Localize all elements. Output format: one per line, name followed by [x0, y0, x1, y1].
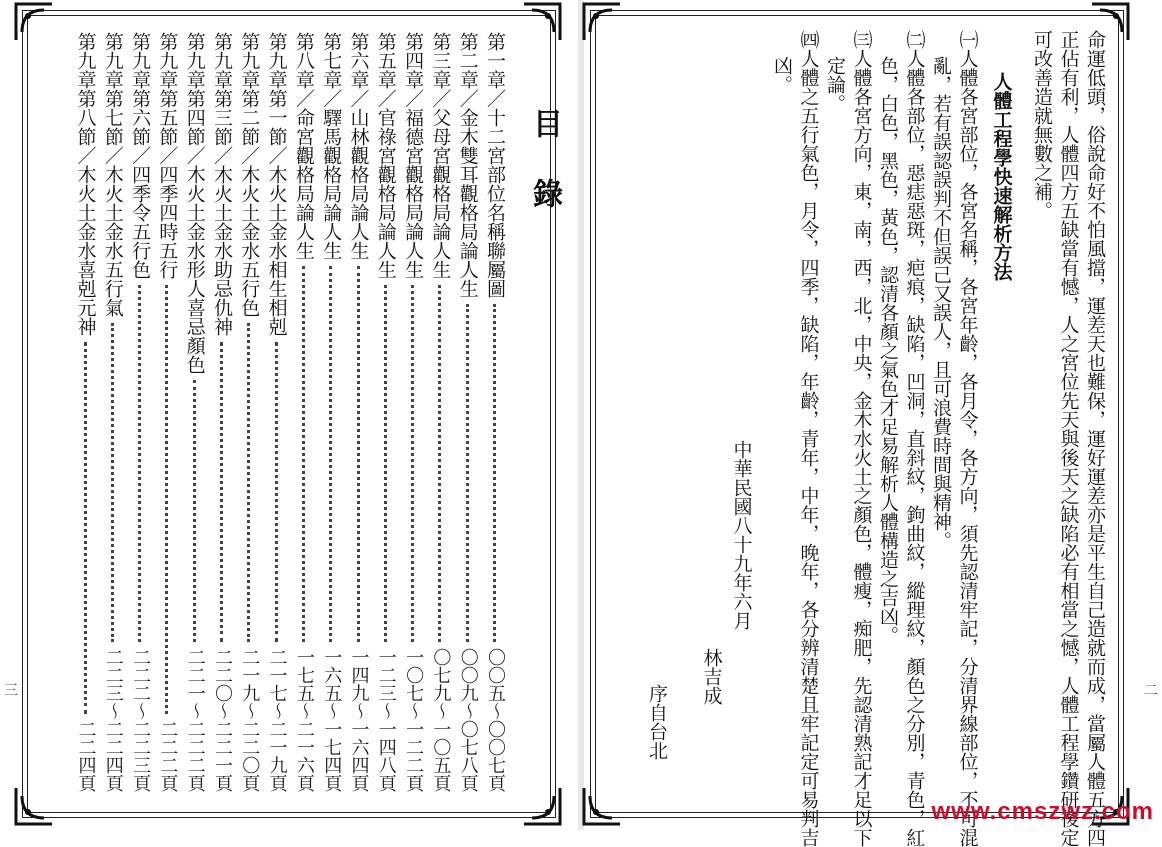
toc-entry-title: 第九章第三節／木火土金水助忌仇神: [211, 32, 233, 336]
toc-entry-title: 第九章第五節／四季四時五行: [156, 32, 179, 279]
toc-entry: [373, 32, 399, 792]
toc-leader-dots: [275, 342, 281, 642]
toc-leader-dots: [220, 342, 226, 642]
preface-column: 命運低頭，俗說命好不怕風擋，運差天也難保，運好運差亦是平生自己造就而成，當屬人體五方四: [1084, 30, 1106, 847]
toc-entry-pages: 二二四頁: [75, 720, 97, 792]
toc-entry-pages: 〇七九～一〇五頁: [430, 648, 452, 792]
site-watermark: www.cmszwz.com: [931, 798, 1154, 825]
toc-leader-dots: [466, 304, 472, 642]
toc-entry-title: 第九章第一節／木火土金水相生相剋: [265, 32, 288, 336]
toc-entry: [100, 32, 126, 792]
toc-entry: [264, 32, 290, 792]
toc-entry-title: 第九章第八節／木火土金水喜剋元神: [74, 32, 97, 336]
toc-leader-dots: [384, 285, 390, 642]
preface-column: 可改善造就無數之補。: [1031, 30, 1053, 220]
toc-entry: [482, 32, 508, 792]
toc-entry-pages: 二二二頁: [157, 720, 179, 792]
corner-ornament-icon: [522, 786, 562, 826]
toc-entry-title: 第九章第四節／木火土金水形人喜忌顏色: [183, 32, 206, 374]
toc-entry-pages: 一二三～一四八頁: [375, 648, 397, 792]
toc-entry: [427, 32, 453, 792]
toc-leader-dots: [165, 285, 171, 714]
toc-entry: [127, 32, 153, 792]
corner-ornament-icon: [582, 786, 622, 826]
corner-ornament-icon: [582, 2, 622, 42]
toc-leader-dots: [357, 266, 363, 642]
preface-author: 林吉成: [700, 648, 723, 705]
preface-place: 序自台北: [646, 684, 668, 760]
toc-entry-title: 第二章／金木雙耳觀格局論人生: [456, 32, 479, 298]
toc-entry-title: 第九章第七節／木火土金水五行氣: [101, 32, 124, 317]
page-number-left: 三: [4, 683, 18, 699]
toc-entry-title: 第九章第二節／木火土金水五行色: [238, 32, 261, 317]
toc-entry: [346, 32, 372, 792]
toc-leader-dots: [493, 304, 499, 642]
toc-leader-dots: [438, 285, 444, 642]
toc-leader-dots: [302, 266, 308, 642]
corner-ornament-icon: [522, 2, 562, 42]
toc-entry-title: 第五章／官祿宮觀格局論人生: [374, 32, 397, 279]
toc-title: 目錄: [527, 108, 562, 248]
method-item-column: ㈡人體各部位，惡痣惡斑，疤痕，缺陷，凹洞，直斜紋，鉤曲紋，縱理紋，顏色之分別，青色，紅: [903, 30, 926, 847]
corner-ornament-icon: [14, 2, 54, 42]
method-item-column: ㈢人體各宮方向，東，南，西，北，中央，金木水火土之顏色，體瘦，痴肥，先認清熟記才足以下: [850, 30, 873, 847]
toc-entry-title: 第一章／十二宮部位名稱聯屬圖: [484, 32, 506, 298]
toc-leader-dots: [111, 323, 117, 642]
toc-entry: [455, 32, 481, 792]
toc-entry: [236, 32, 262, 792]
toc-entry-title: 第八章／命宮觀格局論人生: [292, 32, 315, 260]
toc-leader-dots: [193, 380, 199, 642]
method-item-column: 亂，若有誤認誤判不但誤己又誤人，且可浪費時間與精神。: [930, 56, 952, 550]
toc-entry-pages: 一四九～一六四頁: [348, 648, 370, 792]
section-heading: 人體工程學快速解析方法: [990, 72, 1013, 281]
method-item-column: 定論。: [824, 56, 846, 113]
left-page-toc: [0, 0, 578, 830]
toc-entry-pages: 二二三～二二四頁: [102, 648, 124, 792]
toc-leader-dots: [329, 266, 335, 642]
toc-leader-dots: [411, 285, 417, 642]
toc-entry: [318, 32, 344, 792]
toc-entry-title: 第六章／山林觀格局論人生: [347, 32, 370, 260]
toc-entry-pages: 一六五～一七四頁: [321, 648, 343, 792]
toc-entry-pages: 二一九～二二〇頁: [239, 648, 261, 792]
preface-column: 正佔有利，人體四方五缺當有憾，人之宮位先天與後天之缺陷必有相當之憾，人體工程學鑽研後定: [1057, 30, 1080, 847]
toc-entry-pages: 二二〇～二二一頁: [212, 648, 233, 792]
method-item-column: 凶。: [771, 56, 793, 94]
method-item-column: 色，白色，黑色，黃色，認清各顏之氣色才足易解析人體構造之吉凶。: [877, 56, 899, 645]
toc-entry-pages: 一〇七～一二二頁: [403, 648, 425, 792]
preface-date: 中華民國八十九年六月: [730, 440, 753, 630]
toc-entry-title: 第七章／驛馬觀格局論人生: [320, 32, 343, 260]
toc-entry-pages: 二二二～二二三頁: [130, 648, 152, 792]
toc-entry: [73, 32, 99, 792]
toc-entry-title: 第四章／福德宮觀格局論人生: [402, 32, 425, 279]
toc-entry-pages: 二一七～二一九頁: [266, 648, 288, 792]
method-item-column: ㈠人體各宮部位，各宮名稱，各宮年齡，各月令，各方向，須先認清牢記，分清界線部位，不可混: [956, 30, 979, 847]
toc-leader-dots: [84, 342, 90, 714]
corner-ornament-icon: [14, 786, 54, 826]
toc-entry: [209, 32, 235, 792]
toc-entry: [291, 32, 317, 792]
toc-entry-title: 第三章／父母宮觀格局論人生: [429, 32, 452, 279]
toc-leader-dots: [138, 285, 144, 642]
right-page-preface: [584, 0, 1162, 847]
toc-entry-pages: 〇〇五～〇〇七頁: [485, 648, 506, 792]
page-number-right: 二: [1144, 683, 1158, 699]
toc-leader-dots: [247, 323, 253, 642]
toc-entry-title: 第九章第六節／四季令五行色: [129, 32, 152, 279]
method-item-column: ㈣人體之五行氣色，月令，四季，缺陷，年齡，青年，中年，晚年，各分辨清楚且牢記定可易判吉: [797, 30, 820, 847]
toc-entry-pages: 一七五～二一六頁: [293, 648, 315, 792]
toc-entry: [182, 32, 208, 792]
toc-entry-pages: 二二一～二二二頁: [184, 648, 206, 792]
toc-entry-pages: 〇〇九～〇七八頁: [457, 648, 479, 792]
toc-entry: [400, 32, 426, 792]
toc-entry: [154, 32, 180, 792]
